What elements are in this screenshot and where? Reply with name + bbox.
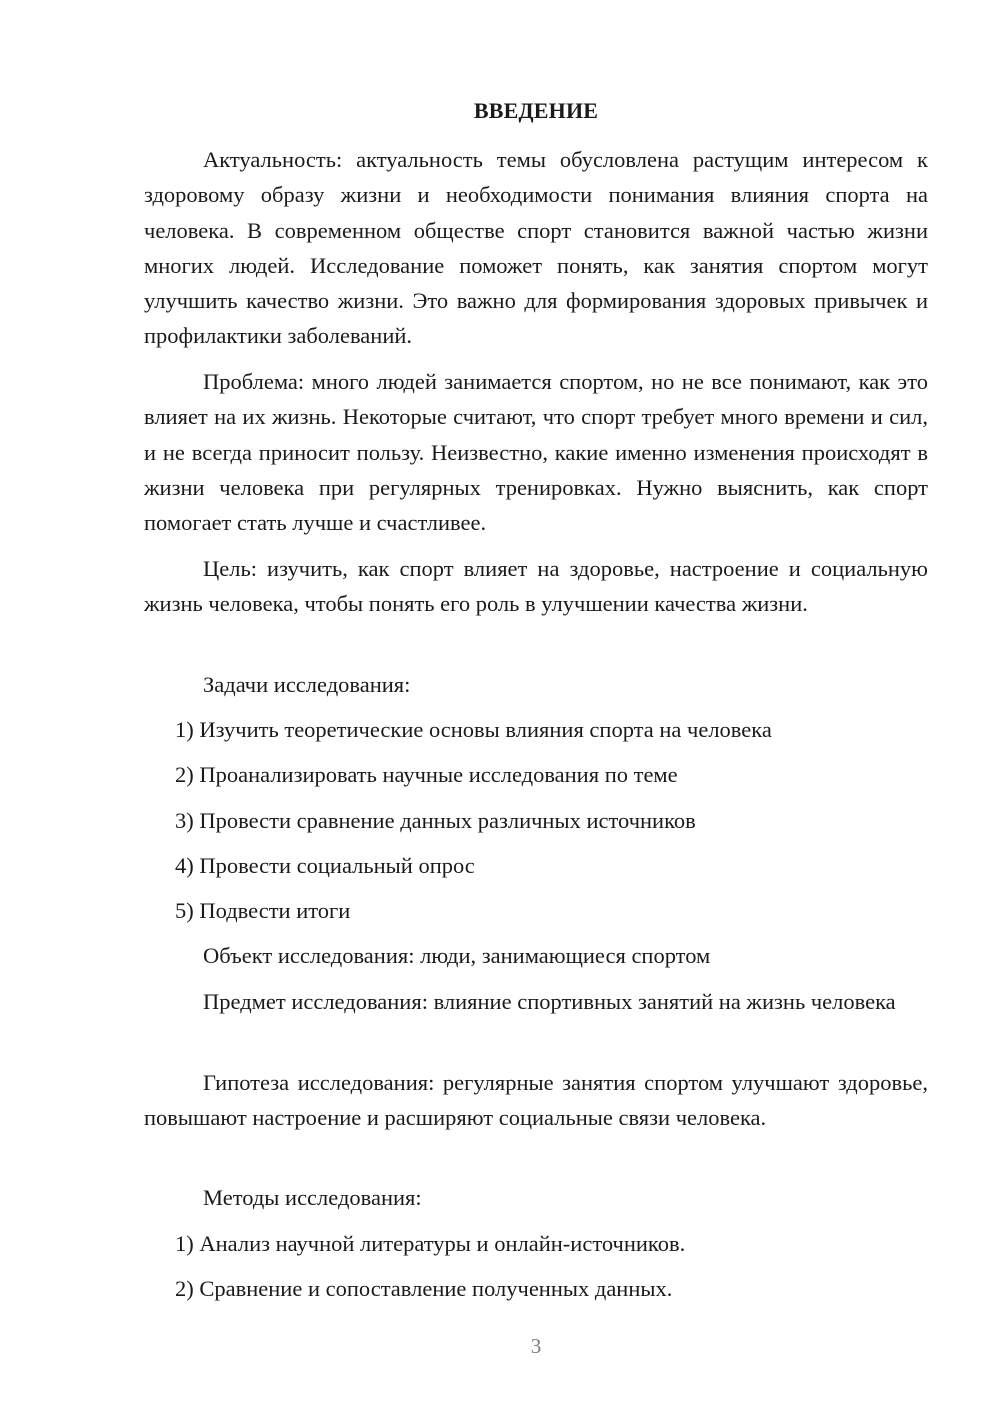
task-item: 2) Проанализировать научные исследования по теме xyxy=(175,762,678,787)
method-item: 1) Анализ научной литературы и онлайн-источников. xyxy=(175,1231,686,1256)
object-statement: Объект исследования: люди, занимающиеся спортом xyxy=(203,943,711,968)
section-heading: ВВЕДЕНИЕ xyxy=(473,98,599,123)
subject-paragraph: Предмет исследования: влияние спортивных занятий на жизнь человека xyxy=(203,989,896,1014)
methods-label: Методы исследования: xyxy=(203,1185,422,1210)
document-page xyxy=(144,0,928,1414)
hypothesis-paragraph: Гипотеза исследования: регулярные занятия спортом улучшают здоровье, повышают настроение и расширяют социальные связи человека. xyxy=(144,1070,928,1131)
relevance-paragraph: Актуальность: актуальность темы обусловлена растущим интересом к здоровому образу жизни и необходимости понимания влияния спорта на человека. В современном обществе спорт становится важной частью жизни многих людей. Исследование поможет понять, как занятия спортом могут улучшить качество жизни. Это важно для формирования здоровых привычек и профилактики заболеваний. xyxy=(144,147,928,349)
problem-paragraph: Проблема: много людей занимается спортом, но не все понимают, как это влияет на их жизнь. Некоторые считают, что спорт требует много времени и сил, и не всегда приносит пользу. Неизвестно, какие именно изменения происходят в жизни человека при регулярных тренировках. Нужно выяснить, как спорт помогает стать лучше и счастливее. xyxy=(144,369,928,536)
task-item: 5) Подвести итоги xyxy=(175,898,351,923)
method-item: 2) Сравнение и сопоставление полученных данных. xyxy=(175,1276,673,1301)
tasks-label: Задачи исследования: xyxy=(203,672,411,697)
page-number: 3 xyxy=(530,1334,542,1358)
task-item: 3) Провести сравнение данных различных источников xyxy=(175,808,696,833)
goal-paragraph: Цель: изучить, как спорт влияет на здоровье, настроение и социальную жизнь человека, чтобы понять его роль в улучшении качества жизни. xyxy=(144,556,928,617)
task-item: 1) Изучить теоретические основы влияния спорта на человека xyxy=(175,717,772,742)
task-item: 4) Провести социальный опрос xyxy=(175,853,475,878)
